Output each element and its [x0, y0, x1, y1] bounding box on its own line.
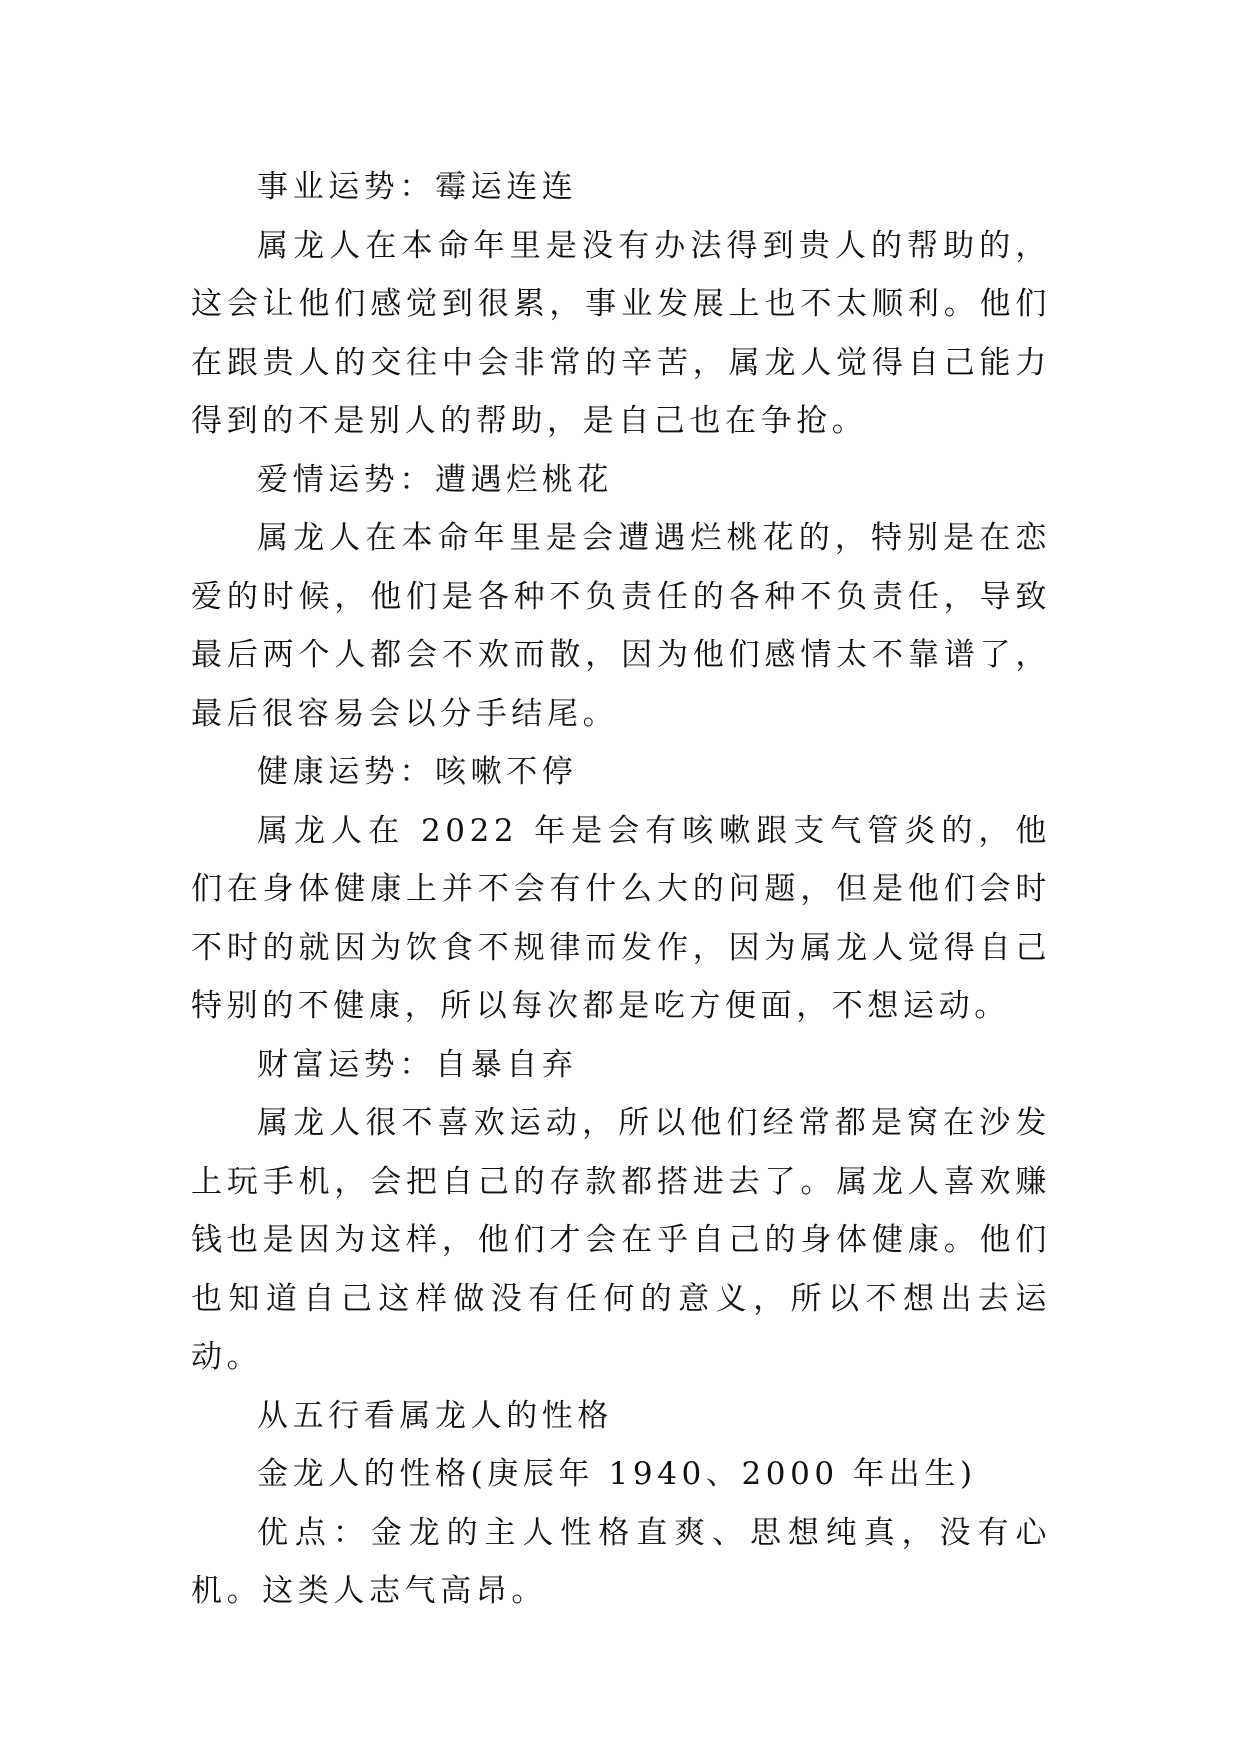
paragraph-career: 属龙人在本命年里是没有办法得到贵人的帮助的，这会让他们感觉到很累，事业发展上也不太顺利。他们在跟贵人的交往中会非常的辛苦，属龙人觉得自己能力得到的不是别人的帮助，是自己也在争抢。 [191, 227, 1051, 439]
heading-five-elements: 从五行看属龙人的性格 [257, 1397, 613, 1434]
heading-wealth-fortune: 财富运势：自暴自弃 [257, 1046, 578, 1083]
heading-health-fortune: 健康运势：咳嗽不停 [257, 754, 578, 790]
paragraph-health: 属龙人在 2022 年是会有咳嗽跟支气管炎的，他们在身体健康上并不会有什么大的问题，但是他们会时不时的就因为饮食不规律而发作，因为属龙人觉得自己特别的不健康，所以每次都是吃方便面，不想运动。 [191, 812, 1051, 1024]
heading-love-fortune: 爱情运势：遭遇烂桃花 [257, 461, 613, 498]
paragraph-wealth: 属龙人很不喜欢运动，所以他们经常都是窝在沙发上玩手机，会把自己的存款都搭进去了。属龙人喜欢赚钱也是因为这样，他们才会在乎自己的身体健康。他们也知道自己这样做没有任何的意义，所以不想出去运动。 [191, 1105, 1051, 1375]
heading-career-fortune: 事业运势：霉运连连 [257, 169, 578, 205]
paragraph-advantages: 优点：金龙的主人性格直爽、思想纯真，没有心机。这类人志气高昂。 [191, 1514, 1051, 1609]
heading-metal-dragon: 金龙人的性格(庚辰年 1940、2000 年出生) [257, 1456, 977, 1492]
paragraph-love: 属龙人在本命年里是会遭遇烂桃花的，特别是在恋爱的时候，他们是各种不负责任的各种不负责任，导致最后两个人都会不欢而散，因为他们感情太不靠谱了，最后很容易会以分手结尾。 [191, 520, 1051, 732]
document-body [191, 158, 1051, 1621]
